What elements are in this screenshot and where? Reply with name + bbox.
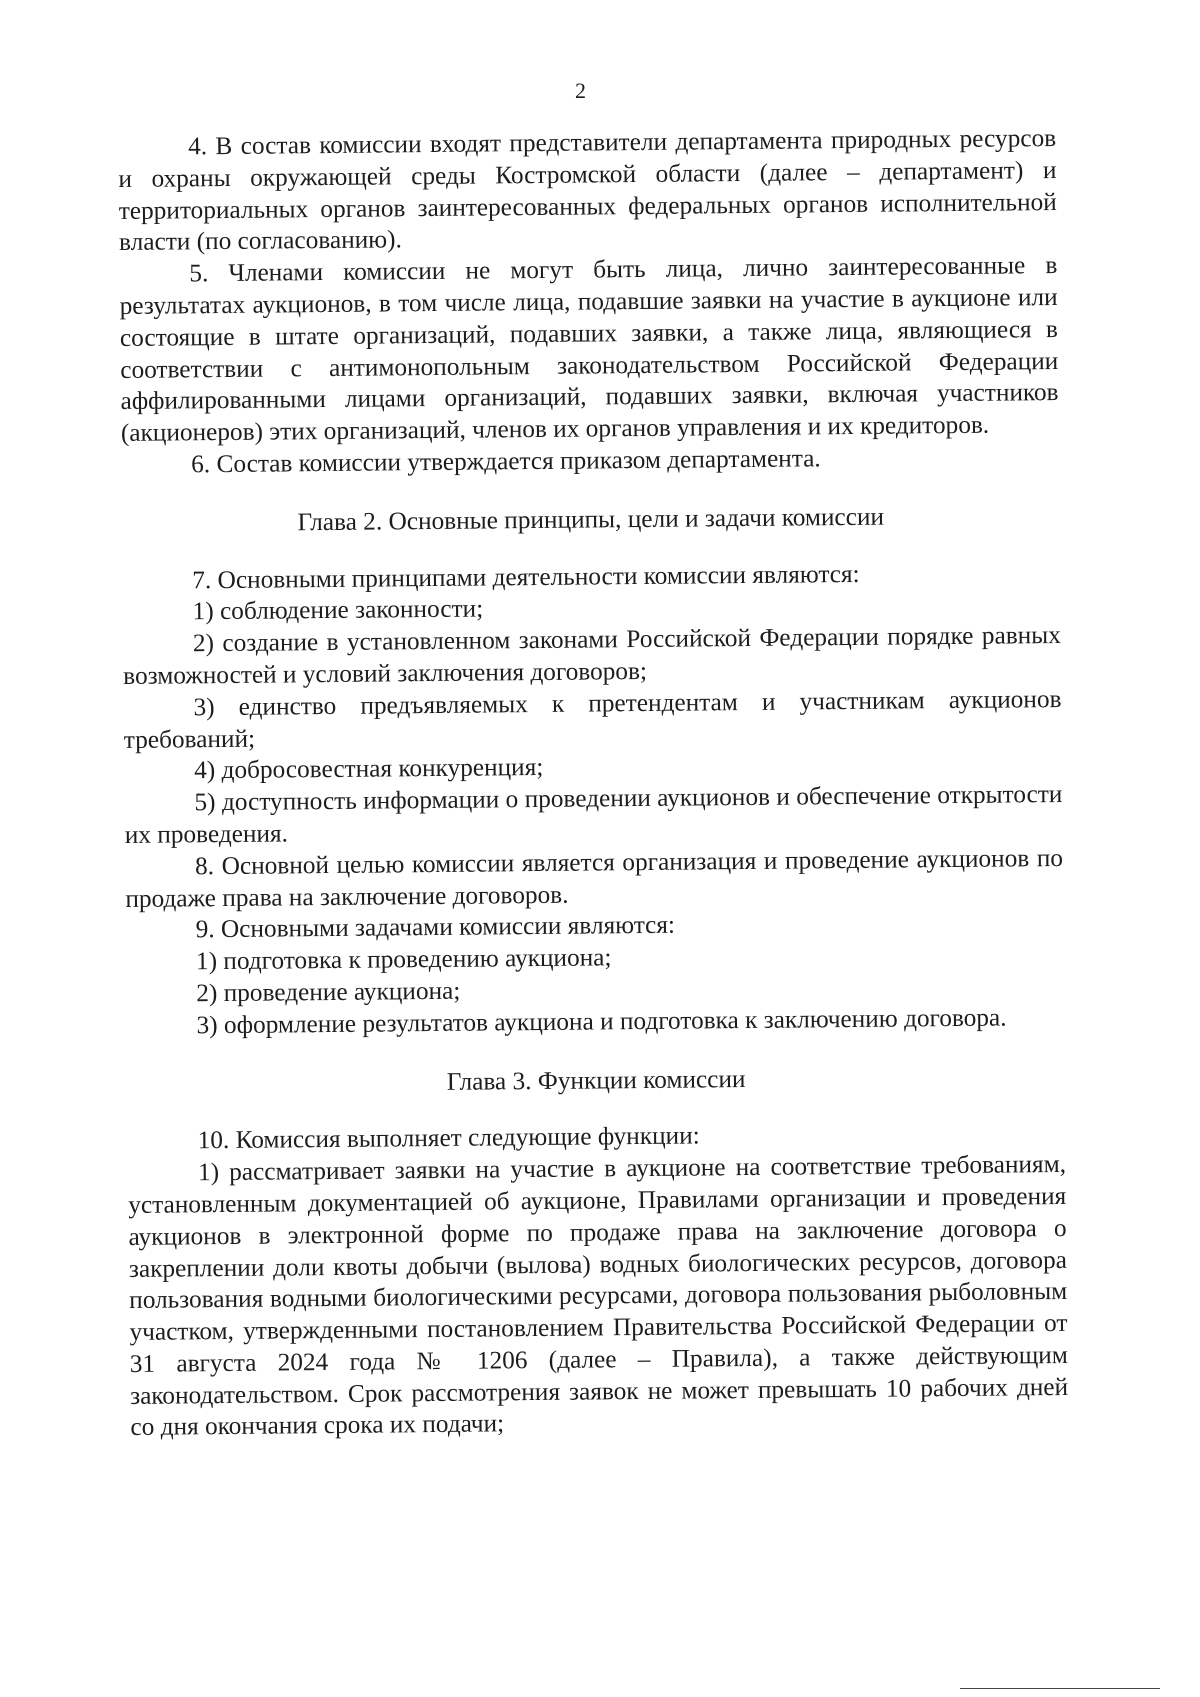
paragraph-9-item-3: 3) оформление результатов аукциона и подготовка к заключению договора.	[196, 1003, 1007, 1040]
chapter-2-heading: Глава 2. Основные принципы, цели и задачи комиссии	[297, 502, 885, 537]
page-number: 2	[575, 78, 586, 103]
chapter-3-heading: Глава 3. Функции комиссии	[446, 1064, 746, 1096]
paragraph-10-item-1: 1) рассматривает заявки на участие в аукционе на соответствие требованиям, установленным документацией об аукционе, Правилами организации и проведения аукционов в электронной форме по продаже права на заключение договора о закреплении доли квоты добычи (вылова) водных биологических ресурсов, договора пользования водными биологическими ресурсами, договора пользования рыболовным участком, утвержденными постановлением Правительства Российской Федерации от 31 августа 2024 года № 1206 (далее – Правила), а также действующим законодательством. Срок рассмотрения заявок не может превышать 10 рабочих дней со дня окончания срока их подачи;	[128, 1150, 1069, 1442]
paragraph-7-item-1: 1) соблюдение законности;	[192, 594, 484, 626]
paragraph-4: 4. В состав комиссии входят представители департамента природных ресурсов и охраны окружающей среды Костромской области (далее – департамент) и территориальных органов заинтересованных федеральных органов исполнительной власти (по согласованию).	[118, 123, 1057, 257]
document-body	[118, 123, 1069, 1444]
paragraph-7: 7. Основными принципами деятельности комиссии являются:	[192, 559, 860, 594]
footer-divider	[960, 1688, 1160, 1689]
paragraph-7-item-5: 5) доступность информации о проведении аукционов и обеспечение открытости их проведения.	[124, 780, 1063, 849]
paragraph-9: 9. Основными задачами комиссии являются:	[195, 911, 676, 944]
paragraph-6: 6. Состав комиссии утверждается приказом департамента.	[191, 444, 821, 479]
paragraph-8: 8. Основной целью комиссии является организация и проведение аукционов по продаже права на заключение договоров.	[125, 843, 1064, 913]
paragraph-7-item-4: 4) добросовестная конкуренция;	[193, 753, 544, 785]
paragraph-5: 5. Членами комиссии не могут быть лица, лично заинтересованные в результатах аукционов, в том числе лица, подавшие заявки на участие в аукционе или состоящие в штате организаций, подавших заявки, а также лица, являющиеся в соответствии с антимонопольным законодательством Российской Федерации аффилированными лицами организаций, подавших заявки, включая участников (акционеров) этих организаций, членов их органов управления и их кредиторов.	[119, 251, 1059, 448]
paragraph-10: 10. Комиссия выполняет следующие функции:	[197, 1121, 700, 1155]
paragraph-9-item-1: 1) подготовка к проведению аукциона;	[195, 943, 612, 976]
paragraph-7-item-3: 3) единство предъявляемых к претендентам и участникам аукционов требований;	[123, 684, 1062, 754]
paragraph-9-item-2: 2) проведение аукциона;	[196, 976, 461, 1008]
paragraph-7-item-2: 2) создание в установленном законами Российской Федерации порядке равных возможностей и условий заключения договоров;	[123, 621, 1062, 690]
